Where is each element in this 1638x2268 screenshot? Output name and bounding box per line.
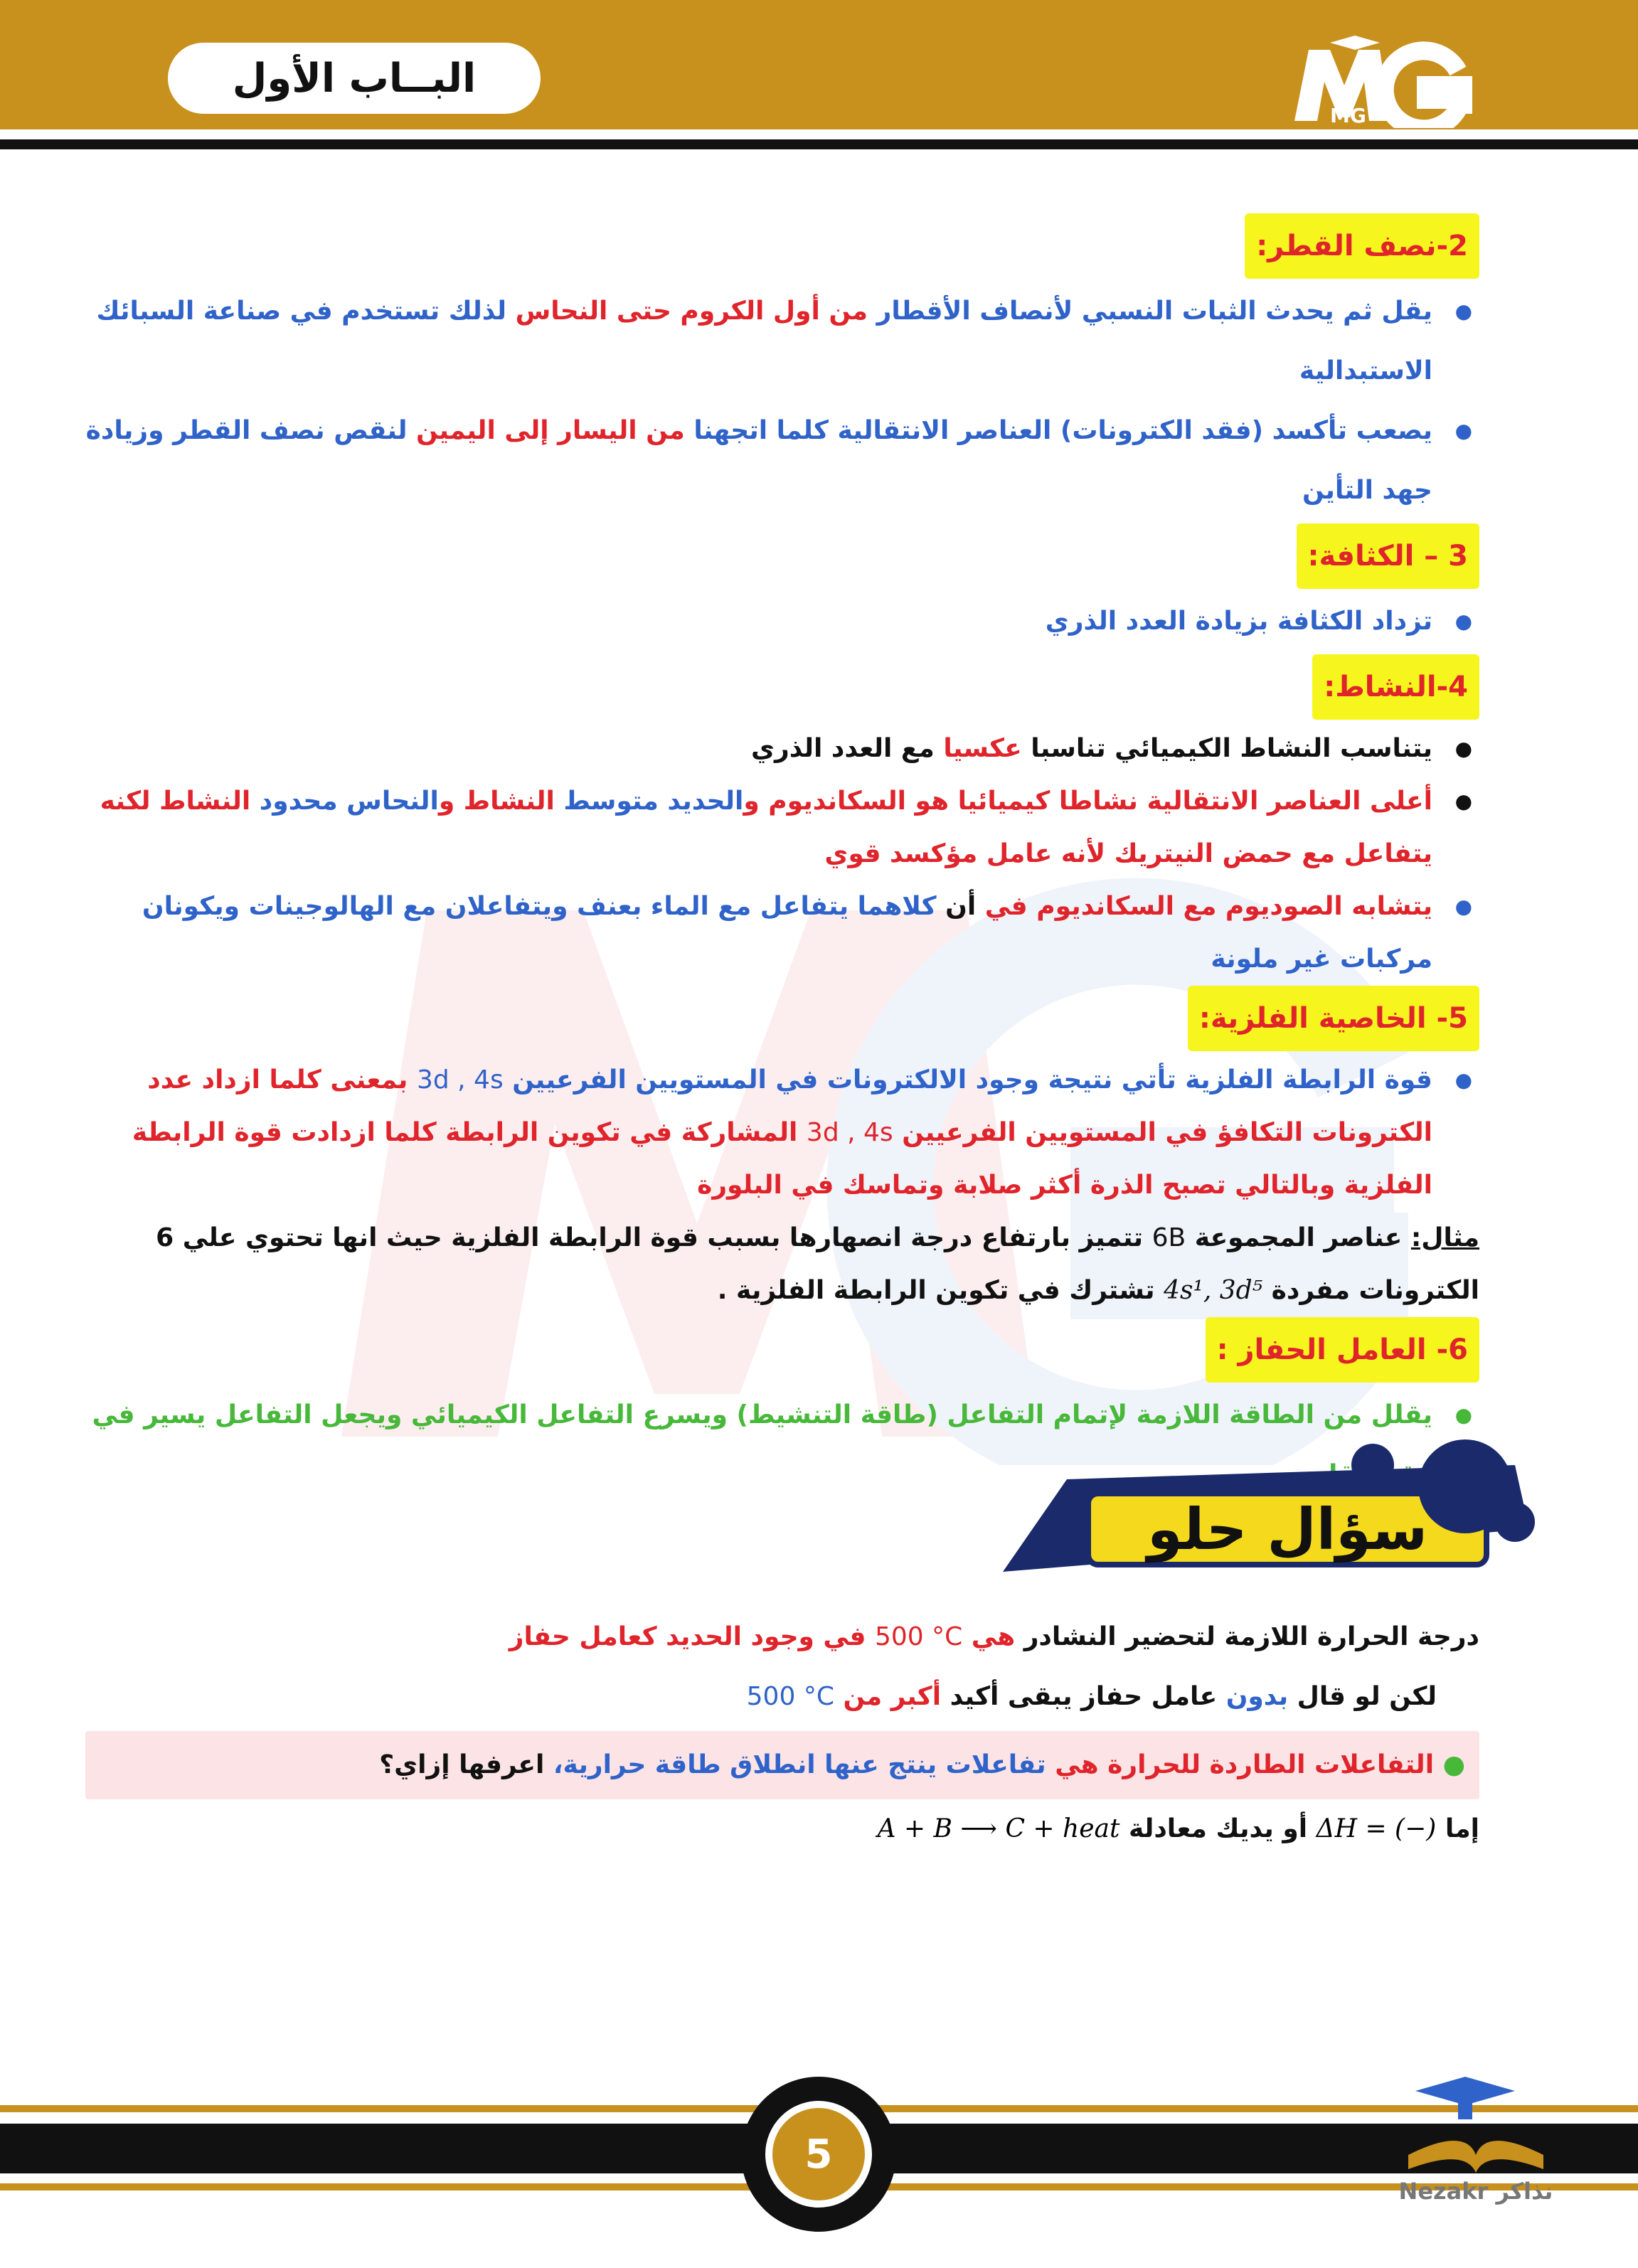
question-line-4: إما ΔH = (−) أو يديك معادلة A + B ⟶ C + heat (877, 1814, 1479, 1843)
list-item: ● تزداد الكثافة بزيادة العدد الذري (85, 592, 1479, 651)
section-radius-title: 2-نصف القطر: (1245, 213, 1479, 279)
question-banner-text: سؤال حلو (1147, 1496, 1427, 1562)
activity-list (85, 723, 1479, 986)
chapter-title: البــاب الأول (168, 43, 541, 114)
section-metallic-heading (85, 986, 1479, 1054)
radius-list (85, 282, 1479, 521)
nezakr-brand: Nezakr نذاكر (1398, 2178, 1553, 2205)
list-item: ● يتشابه الصوديوم مع السكانديوم في أن كلاهما يتفاعل مع الماء بعنف ويتفاعلان مع الهالوجينات ويكونان مركبات غير ملونة (85, 880, 1479, 986)
nezakr-logo-icon (1380, 2062, 1572, 2205)
section-density-title: 3 – الكثافة: (1297, 523, 1479, 589)
section-catalyst-title: 6- العامل الحفاز : (1206, 1317, 1479, 1383)
metallic-list (85, 1054, 1479, 1212)
question-line-2: لكن لو قال بدون عامل حفاز يبقى أكيد أكبر من 500 °C (746, 1682, 1437, 1711)
list-item: ● قوة الرابطة الفلزية تأتي نتيجة وجود الالكترونات في المستويين الفرعيين 3d , 4s بمعنى كلما ازداد عدد الكترونات التكافؤ في المستويين الفرعيين 3d , 4s المشاركة في تكوين الرابطة كلما ازدادت قوة الرابطة الفلزية وبالتالي تصبح الذرة أكثر صلابة وتماسك في البلورة (85, 1054, 1479, 1212)
list-item: ● أعلى العناصر الانتقالية نشاطا كيميائيا هو السكانديوم والحديد متوسط النشاط والنحاس محدود النشاط لكنه يتفاعل مع حمض النيتريك لأنه عامل مؤكسد قوي (85, 775, 1479, 880)
density-list (85, 592, 1479, 651)
example-paragraph: مثال: عناصر المجموعة 6B تتميز بارتفاع درجة انصهارها بسبب قوة الرابطة الفلزية حيث انها تحتوي علي 6 الكترونات مفردة 4s¹, 3d⁵ تشترك في تكوين الرابطة الفلزية . (156, 1223, 1479, 1305)
section-radius-heading (85, 213, 1479, 282)
section-catalyst-heading (85, 1317, 1479, 1385)
section-activity-heading (85, 654, 1479, 723)
section-activity-title: 4-النشاط: (1312, 654, 1479, 720)
question-line-3: ● التفاعلات الطاردة للحرارة هي تفاعلات ينتج عنها انطلاق طاقة حرارية، اعرفها إزاي؟ (85, 1731, 1479, 1799)
logo-text: MG (1330, 104, 1366, 127)
list-item: ● يقلل من الطاقة اللازمة لإتمام التفاعل (طاقة التنشيط) ويسرع التفاعل الكيميائي ويجعل التفاعل يسير في (85, 1385, 1479, 1505)
list-item: ● يتناسب النشاط الكيميائي تناسبا عكسيا مع العدد الذري (85, 723, 1479, 775)
green-dot: ● (1434, 1750, 1465, 1779)
list-item: ● يقل ثم يحدث الثبات النسبي لأنصاف الأقطار من أول الكروم حتى النحاس لذلك تستخدم في صناعة السبائك الاستبدالية (85, 282, 1479, 401)
main-content (85, 213, 1479, 1505)
page-number: 5 (765, 2101, 872, 2208)
mg-logo-icon (1287, 36, 1472, 128)
header-rule (0, 139, 1638, 149)
question-line-1: درجة الحرارة اللازمة لتحضير النشادر هي 500 °C في وجود الحديد كعامل حفاز (509, 1622, 1479, 1651)
list-item: ● يصعب تأكسد (فقد الكترونات) العناصر الانتقالية كلما اتجهنا من اليسار إلى اليمين لنقص نصف القطر وزيادة جهد التأين (85, 401, 1479, 521)
section-density-heading (85, 523, 1479, 592)
question-banner (974, 1437, 1551, 1586)
question-section (85, 1607, 1479, 1859)
section-metallic-title: 5- الخاصية الفلزية: (1188, 986, 1479, 1051)
